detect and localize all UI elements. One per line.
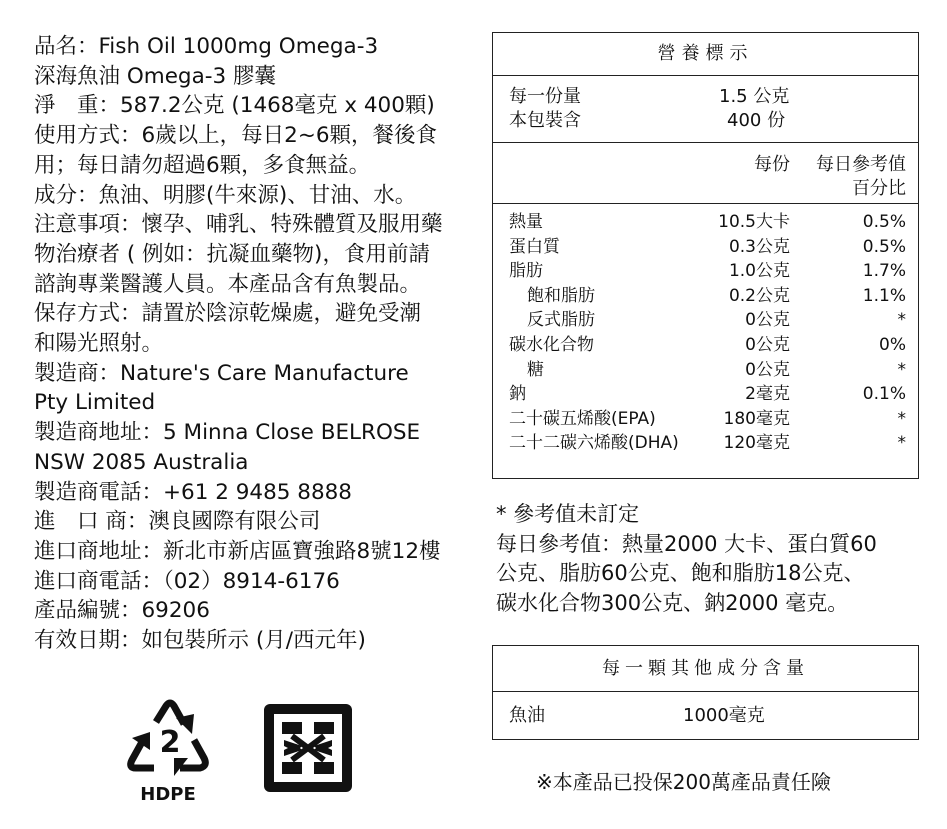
nutrition-rows xyxy=(493,204,918,456)
nutrition-row xyxy=(493,259,918,284)
daily-value-header: 每日參考值 xyxy=(816,154,906,175)
note-line: 碳水化合物300公克、鈉2000 毫克。 xyxy=(496,590,849,615)
product-info-line: 產品編號：69206 xyxy=(34,598,210,624)
nutrient-daily-value: 1.7% xyxy=(862,261,906,282)
nutrient-name: 糖 xyxy=(527,359,544,380)
nutrient-name: 熱量 xyxy=(509,212,543,232)
recycle-hdpe-icon xyxy=(118,692,218,804)
product-info-line: 物治療者 ( 例如：抗凝血藥物)，食用前請 xyxy=(34,241,430,267)
nutrient-daily-value: 0% xyxy=(879,334,906,355)
nutrition-row xyxy=(493,333,918,358)
note-line: 公克、脂肪60公克、飽和脂肪18公克、 xyxy=(496,561,865,585)
product-info xyxy=(34,32,484,656)
note-line: 每日參考值：熱量2000 大卡、蛋白質60 xyxy=(496,531,877,556)
other-ingredients-table xyxy=(492,645,919,740)
nutrient-daily-value: * xyxy=(897,310,906,331)
product-info-line: 有效日期：如包裝所示 (月/西元年) xyxy=(34,628,366,654)
serving-info xyxy=(493,76,918,143)
nutrient-name: 碳水化合物 xyxy=(509,334,594,355)
nutrition-column-header xyxy=(493,143,918,204)
servings-label: 本包裝含 xyxy=(509,110,581,131)
nutrient-daily-value: 0.1% xyxy=(862,384,906,405)
per-serving-header: 每份 xyxy=(754,154,790,175)
nutrient-amount: 0公克 xyxy=(745,334,790,355)
nutrient-name: 二十二碳六烯酸(DHA) xyxy=(509,433,679,454)
other-ingredients-title: 每一顆其他成分含量 xyxy=(493,646,918,692)
product-info-line: 進 口 商：澳良國際有限公司 xyxy=(34,509,321,535)
other-ingredient-row xyxy=(493,692,918,740)
nutrient-daily-value: * xyxy=(897,359,906,380)
ingredient-name: 魚油 xyxy=(509,705,545,726)
product-info-line: NSW 2085 Australia xyxy=(34,449,249,475)
nutrition-row xyxy=(493,407,918,432)
nutrient-daily-value: 1.1% xyxy=(862,285,906,306)
nutrient-name: 反式脂肪 xyxy=(527,310,595,331)
product-info-line: 製造商：Nature's Care Manufacture xyxy=(34,360,409,386)
nutrient-daily-value: * xyxy=(897,433,906,454)
recycle-number: 2 xyxy=(159,725,181,760)
nutrition-row xyxy=(493,308,918,333)
product-info-line: 製造商電話：+61 2 9485 8888 xyxy=(34,479,352,505)
nutrient-amount: 120毫克 xyxy=(723,433,790,454)
nutrient-name: 鈉 xyxy=(509,384,526,405)
nutrient-amount: 0.3公克 xyxy=(728,236,790,257)
insurance-notice: ※本產品已投保200萬產品責任險 xyxy=(536,770,831,794)
product-info-line: 品名：Fish Oil 1000mg Omega-3 xyxy=(34,34,379,59)
serving-size-label: 每一份量 xyxy=(509,86,581,107)
nutrient-amount: 1.0公克 xyxy=(728,261,790,282)
nutrient-name: 飽和脂肪 xyxy=(527,285,595,306)
nutrient-name: 二十碳五烯酸(EPA) xyxy=(509,408,656,429)
nutrient-name: 蛋白質 xyxy=(509,236,560,257)
product-info-line: 深海魚油 Omega-3 膠囊 xyxy=(34,63,277,89)
product-info-line: 使用方式：6歲以上，每日2~6顆，餐後食 xyxy=(34,123,438,149)
product-info-line: 注意事項：懷孕、哺乳、特殊體質及服用藥 xyxy=(34,212,443,238)
nutrient-amount: 10.5大卡 xyxy=(718,212,790,232)
product-info-line: 成分：魚油、明膠(牛來源)、甘油、水。 xyxy=(34,182,417,208)
nutrition-row xyxy=(493,382,918,407)
nutrition-title: 營養標示 xyxy=(493,33,918,76)
nutrient-amount: 0.2公克 xyxy=(728,285,790,306)
daily-value-header-2: 百分比 xyxy=(852,178,906,199)
nutrition-row xyxy=(493,431,918,456)
product-info-line: 進口商地址：新北市新店區寶強路8號12樓 xyxy=(34,538,441,564)
serving-size-value: 1.5 公克 xyxy=(719,86,790,107)
ingredient-amount: 1000毫克 xyxy=(683,705,765,726)
nutrient-daily-value: 0.5% xyxy=(862,236,906,257)
nutrient-amount: 2毫克 xyxy=(745,384,790,405)
nutrient-amount: 0公克 xyxy=(745,359,790,380)
recycling-mark-icon xyxy=(262,702,354,794)
servings-value: 400 份 xyxy=(727,110,786,131)
daily-value-notes xyxy=(496,500,936,618)
product-info-line: 進口商電話：（02）8914-6176 xyxy=(34,568,340,594)
product-info-line: 和陽光照射。 xyxy=(34,331,164,357)
product-info-line: 用；每日請勿超過6顆，多食無益。 xyxy=(34,152,371,178)
nutrition-facts-table xyxy=(492,32,919,479)
nutrition-row xyxy=(493,235,918,260)
nutrient-name: 脂肪 xyxy=(509,261,543,282)
nutrition-row xyxy=(493,358,918,383)
nutrient-daily-value: 0.5% xyxy=(862,212,906,232)
nutrient-daily-value: * xyxy=(897,408,906,429)
product-info-line: Pty Limited xyxy=(34,390,156,416)
nutrient-amount: 180毫克 xyxy=(723,408,790,429)
note-line: * 參考值未訂定 xyxy=(496,502,640,526)
recycle-material: HDPE xyxy=(140,784,196,804)
product-info-line: 淨 重：587.2公克 (1468毫克 x 400顆) xyxy=(34,93,435,119)
product-info-line: 製造商地址：5 Minna Close BELROSE xyxy=(34,420,421,446)
nutrient-amount: 0公克 xyxy=(745,310,790,331)
product-info-line: 諮詢專業醫護人員。本產品含有魚製品。 xyxy=(34,271,422,297)
product-info-line: 保存方式：請置於陰涼乾燥處，避免受潮 xyxy=(34,301,422,327)
nutrition-row xyxy=(493,210,918,235)
nutrition-row xyxy=(493,284,918,309)
